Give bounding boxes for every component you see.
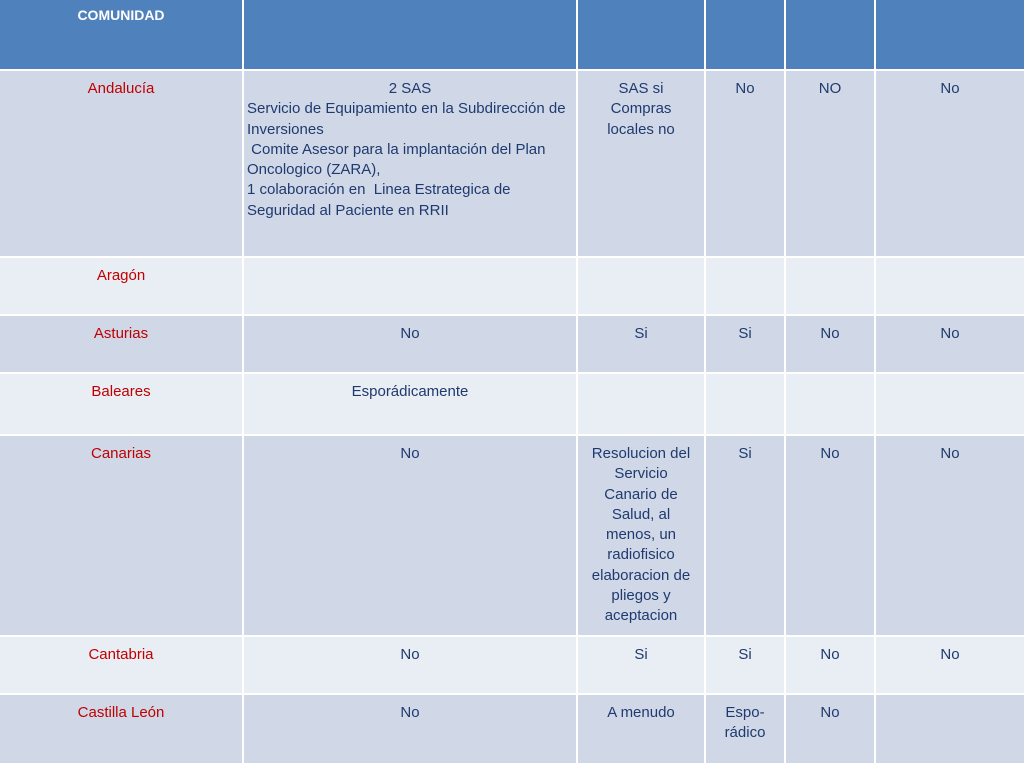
row-cell xyxy=(876,258,1024,316)
row-cell xyxy=(786,374,876,436)
header-col-6 xyxy=(876,0,1024,71)
row-cell xyxy=(706,258,786,316)
table-row xyxy=(0,436,1024,637)
row-name: Canarias xyxy=(0,436,244,637)
row-name: Castilla León xyxy=(0,695,244,765)
row-cell xyxy=(876,695,1024,765)
row-cell xyxy=(578,258,706,316)
row-name: Cantabria xyxy=(0,637,244,695)
header-comunidad: COMUNIDAD xyxy=(0,0,244,71)
header-col-2 xyxy=(244,0,578,71)
table-row xyxy=(0,258,1024,316)
row-cell: No xyxy=(786,316,876,374)
header-col-5 xyxy=(786,0,876,71)
row-cell: No xyxy=(786,637,876,695)
row-cell: Si xyxy=(706,637,786,695)
row-cell: Esporádicamente xyxy=(244,374,578,436)
row-cell: Resolucion del Servicio Canario de Salud, al menos, un radiofisico elaboracion de pliegos y aceptacion xyxy=(578,436,706,637)
row-cell: No xyxy=(244,695,578,765)
row-name: Asturias xyxy=(0,316,244,374)
row-cell xyxy=(578,374,706,436)
row-cell: NO xyxy=(786,71,876,258)
cell-line: 2 SAS xyxy=(388,80,432,97)
table-row xyxy=(0,637,1024,695)
row-cell: No xyxy=(876,637,1024,695)
header-col-3 xyxy=(578,0,706,71)
table-row xyxy=(0,71,1024,258)
row-cell: No xyxy=(244,316,578,374)
row-cell: No xyxy=(786,436,876,637)
row-cell xyxy=(244,258,578,316)
row-name: Andalucía xyxy=(0,71,244,258)
row-cell: No xyxy=(876,316,1024,374)
cell-line: Comite Asesor para la implantación del Plan Oncologico (ZARA), xyxy=(247,140,550,179)
row-cell xyxy=(876,374,1024,436)
row-cell: Si xyxy=(578,316,706,374)
cell-line: 1 colaboración en Linea Estrategica de Seguridad al Paciente en RRII xyxy=(247,181,515,219)
row-cell: No xyxy=(244,436,578,637)
row-cell: No xyxy=(244,637,578,695)
row-cell xyxy=(786,258,876,316)
header-col-4 xyxy=(706,0,786,71)
row-cell xyxy=(706,374,786,436)
header-row xyxy=(0,0,1024,71)
row-cell: Si xyxy=(706,436,786,637)
row-cell: Espo-rádico xyxy=(706,695,786,765)
row-cell: No xyxy=(786,695,876,765)
row-cell: SAS si Compras locales no xyxy=(578,71,706,258)
row-name: Baleares xyxy=(0,374,244,436)
row-name: Aragón xyxy=(0,258,244,316)
table-row xyxy=(0,374,1024,436)
row-cell: No xyxy=(876,436,1024,637)
row-cell: Si xyxy=(578,637,706,695)
row-cell: A menudo xyxy=(578,695,706,765)
table-row xyxy=(0,316,1024,374)
row-cell: Si xyxy=(706,316,786,374)
row-cell: No xyxy=(706,71,786,258)
row-cell xyxy=(244,71,578,258)
cell-line: Servicio de Equipamiento en la Subdirección de Inversiones xyxy=(247,100,570,138)
table-row xyxy=(0,695,1024,765)
row-cell: No xyxy=(876,71,1024,258)
